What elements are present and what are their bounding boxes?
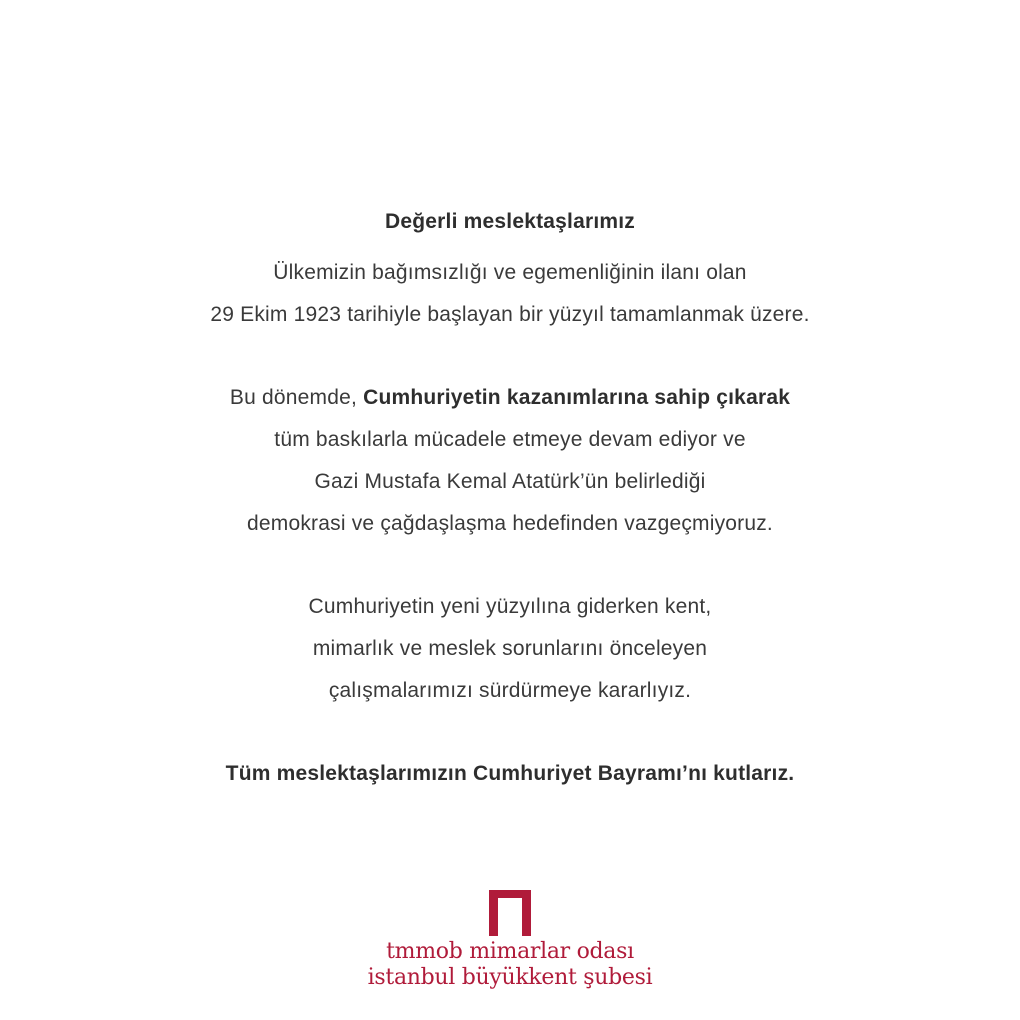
paragraph-2-prefix: Bu dönemde, [229,386,364,409]
door-frame-logo-icon [486,888,534,938]
paragraph-2-line-2: tüm baskılarla mücadele etmeye devam ediyor ve [274,428,746,451]
logo-text-line-1: tmmob mimarlar odası [386,939,634,964]
paragraph-3-line-1: Cumhuriyetin yeni yüzyılına giderken kent, [308,595,712,618]
paragraph-3-line-2: mimarlık ve meslek sorunlarını önceleyen [312,637,708,660]
paragraph-1-line-1: Ülkemizin bağımsızlığı ve egemenliğinin ilanı olan [273,261,747,284]
paragraph-2-emphasis: Cumhuriyetin kazanımlarına sahip çıkarak [363,386,791,409]
paragraph-1-line-2: 29 Ekim 1923 tarihiyle başlayan bir yüzyıl tamamlanmak üzere. [210,303,810,326]
paragraph-3-line-3: çalışmalarımızı sürdürmeye kararlıyız. [328,679,692,702]
organization-logo [0,888,1020,990]
logo-text-line-2: istanbul büyükkent şubesi [367,965,653,990]
closing: Tüm meslektaşlarımızın Cumhuriyet Bayramı’nı kutlarız. [225,762,795,785]
greeting: Değerli meslektaşlarımız [385,210,635,233]
paragraph-2-line-1 [0,385,1020,411]
paragraph-2-line-3: Gazi Mustafa Kemal Atatürk’ün belirlediği [314,470,706,493]
paragraph-2-line-4: demokrasi ve çağdaşlaşma hedefinden vazgeçmiyoruz. [247,512,773,535]
